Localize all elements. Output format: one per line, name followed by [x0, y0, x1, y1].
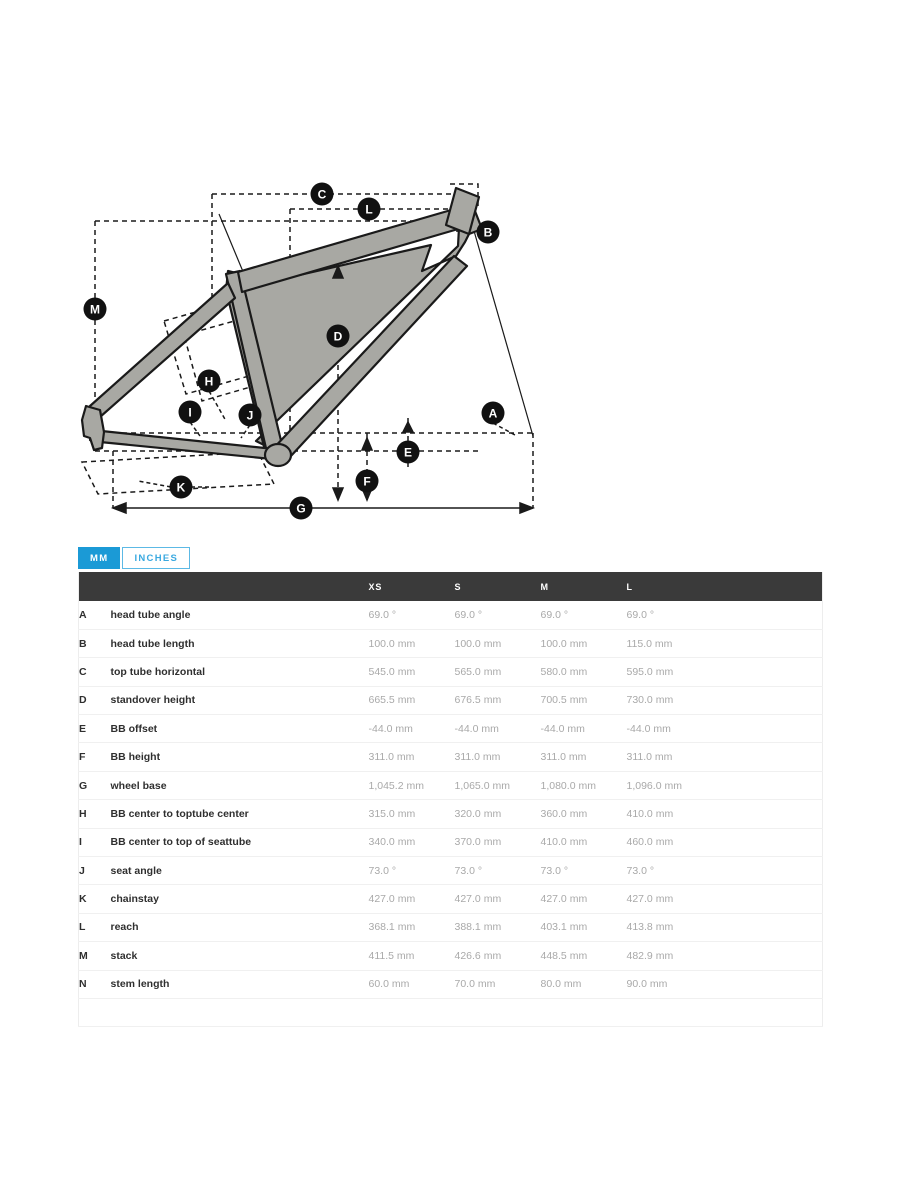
row-value-xs: 315.0 mm [369, 800, 455, 828]
row-value-xs: 73.0 ° [369, 857, 455, 885]
row-measurement-name: seat angle [111, 857, 369, 885]
bottom-bracket-shell [265, 444, 291, 466]
table-row [79, 857, 823, 885]
row-value-xs: 427.0 mm [369, 885, 455, 913]
table-row [79, 629, 823, 657]
row-spacer [713, 800, 823, 828]
svg-text:F: F [363, 474, 371, 489]
row-value-s: 565.0 mm [455, 658, 541, 686]
row-value-xs: 311.0 mm [369, 743, 455, 771]
row-measurement-name: top tube horizontal [111, 658, 369, 686]
row-value-s: 427.0 mm [455, 885, 541, 913]
row-value-l: 595.0 mm [627, 658, 713, 686]
row-value-l: 410.0 mm [627, 800, 713, 828]
row-value-m: 73.0 ° [541, 857, 627, 885]
row-letter: H [79, 800, 111, 828]
frame-geometry-diagram [78, 170, 558, 540]
row-letter: M [79, 942, 111, 970]
svg-text:K: K [176, 480, 186, 495]
spacer-cell [627, 998, 713, 1026]
arrow-e-down-head [403, 422, 413, 432]
row-measurement-name: head tube angle [111, 601, 369, 629]
row-value-m: 311.0 mm [541, 743, 627, 771]
svg-text:E: E [403, 445, 413, 460]
svg-text:H: H [204, 374, 214, 389]
row-measurement-name: wheel base [111, 771, 369, 799]
row-letter: N [79, 970, 111, 998]
row-spacer [713, 715, 823, 743]
arrow-g-right-head [520, 503, 533, 513]
row-spacer [713, 913, 823, 941]
unit-toggle-mm[interactable]: MM [78, 547, 120, 569]
row-spacer [713, 885, 823, 913]
spacer-cell [713, 998, 823, 1026]
header-size-s: S [455, 572, 541, 601]
row-value-xs: 100.0 mm [369, 629, 455, 657]
row-value-m: 403.1 mm [541, 913, 627, 941]
spacer-cell [111, 998, 369, 1026]
row-spacer [713, 828, 823, 856]
spacer-cell [455, 998, 541, 1026]
callout-m [84, 298, 107, 321]
table-row [79, 743, 823, 771]
row-measurement-name: BB center to toptube center [111, 800, 369, 828]
row-spacer [713, 970, 823, 998]
row-value-l: 69.0 ° [627, 601, 713, 629]
row-value-s: 73.0 ° [455, 857, 541, 885]
row-value-s: 311.0 mm [455, 743, 541, 771]
row-value-xs: 545.0 mm [369, 658, 455, 686]
header-letter [79, 572, 111, 601]
row-measurement-name: reach [111, 913, 369, 941]
row-spacer [713, 601, 823, 629]
table-row [79, 771, 823, 799]
svg-text:J: J [246, 408, 254, 423]
svg-text:I: I [188, 405, 192, 420]
svg-text:B: B [483, 225, 493, 240]
row-value-s: 370.0 mm [455, 828, 541, 856]
row-value-l: 427.0 mm [627, 885, 713, 913]
table-row [79, 601, 823, 629]
row-letter: F [79, 743, 111, 771]
row-value-s: 69.0 ° [455, 601, 541, 629]
unit-toggle-inches[interactable]: INCHES [122, 547, 190, 569]
row-value-l: 413.8 mm [627, 913, 713, 941]
row-value-m: 427.0 mm [541, 885, 627, 913]
table-row [79, 800, 823, 828]
table-row [79, 828, 823, 856]
row-letter: D [79, 686, 111, 714]
arrow-g-left-head [113, 503, 126, 513]
callout-c [311, 183, 334, 206]
svg-text:A: A [488, 406, 498, 421]
row-value-xs: -44.0 mm [369, 715, 455, 743]
row-value-m: 700.5 mm [541, 686, 627, 714]
leader-h [209, 391, 226, 421]
leader-i [190, 422, 200, 436]
row-value-s: 1,065.0 mm [455, 771, 541, 799]
row-value-s: 676.5 mm [455, 686, 541, 714]
leader-k-left [138, 481, 171, 487]
callout-h [198, 370, 221, 393]
callout-f [356, 470, 379, 493]
row-letter: K [79, 885, 111, 913]
callout-j [239, 404, 262, 427]
row-value-s: 70.0 mm [455, 970, 541, 998]
row-measurement-name: standover height [111, 686, 369, 714]
arrow-f-up-head [362, 438, 372, 450]
row-measurement-name: stack [111, 942, 369, 970]
svg-text:G: G [296, 501, 306, 516]
row-letter: J [79, 857, 111, 885]
row-value-l: 482.9 mm [627, 942, 713, 970]
row-value-m: 80.0 mm [541, 970, 627, 998]
row-measurement-name: chainstay [111, 885, 369, 913]
frame-rear-dropout [82, 406, 104, 450]
row-letter: E [79, 715, 111, 743]
row-letter: B [79, 629, 111, 657]
row-spacer [713, 857, 823, 885]
table-row [79, 885, 823, 913]
row-measurement-name: BB height [111, 743, 369, 771]
header-size-l: L [627, 572, 713, 601]
bike-frame [82, 188, 482, 466]
header-measurement [111, 572, 369, 601]
row-letter: A [79, 601, 111, 629]
row-value-xs: 69.0 ° [369, 601, 455, 629]
row-value-l: 90.0 mm [627, 970, 713, 998]
row-spacer [713, 658, 823, 686]
row-letter: I [79, 828, 111, 856]
table-row [79, 715, 823, 743]
row-letter: G [79, 771, 111, 799]
row-value-l: 73.0 ° [627, 857, 713, 885]
arrow-d-down-head [333, 488, 343, 500]
callout-d [327, 325, 350, 348]
row-value-s: 320.0 mm [455, 800, 541, 828]
row-value-l: 460.0 mm [627, 828, 713, 856]
svg-text:D: D [333, 329, 343, 344]
row-value-m: 448.5 mm [541, 942, 627, 970]
table-row [79, 658, 823, 686]
row-letter: C [79, 658, 111, 686]
row-value-m: 360.0 mm [541, 800, 627, 828]
row-value-s: -44.0 mm [455, 715, 541, 743]
row-measurement-name: BB center to top of seattube [111, 828, 369, 856]
row-value-s: 426.6 mm [455, 942, 541, 970]
row-value-l: 730.0 mm [627, 686, 713, 714]
row-value-m: 580.0 mm [541, 658, 627, 686]
row-value-l: 1,096.0 mm [627, 771, 713, 799]
header-size-xs: XS [369, 572, 455, 601]
row-value-xs: 665.5 mm [369, 686, 455, 714]
frame-chain-stay [90, 430, 282, 460]
callout-i [179, 401, 202, 424]
header-spacer [713, 572, 823, 601]
table-footer-spacer [79, 998, 823, 1026]
row-value-xs: 60.0 mm [369, 970, 455, 998]
row-letter: L [79, 913, 111, 941]
table-row [79, 913, 823, 941]
callout-l [358, 198, 381, 221]
callout-a [482, 402, 505, 425]
row-value-xs: 411.5 mm [369, 942, 455, 970]
row-spacer [713, 942, 823, 970]
svg-text:L: L [365, 202, 373, 217]
row-value-m: 410.0 mm [541, 828, 627, 856]
table-row [79, 686, 823, 714]
row-value-m: 100.0 mm [541, 629, 627, 657]
headtube-angle-line [468, 210, 533, 436]
leader-j [241, 425, 250, 438]
spacer-cell [369, 998, 455, 1026]
callout-k [170, 476, 193, 499]
row-value-s: 100.0 mm [455, 629, 541, 657]
row-value-l: 115.0 mm [627, 629, 713, 657]
callout-e [397, 441, 420, 464]
row-spacer [713, 771, 823, 799]
row-spacer [713, 629, 823, 657]
geometry-table-body [79, 601, 823, 1027]
row-value-l: 311.0 mm [627, 743, 713, 771]
row-value-xs: 1,045.2 mm [369, 771, 455, 799]
header-size-m: M [541, 572, 627, 601]
callout-g [290, 497, 313, 520]
table-row [79, 942, 823, 970]
row-value-m: 1,080.0 mm [541, 771, 627, 799]
row-value-xs: 340.0 mm [369, 828, 455, 856]
row-value-l: -44.0 mm [627, 715, 713, 743]
callout-b [477, 221, 500, 244]
spacer-cell [79, 998, 111, 1026]
spacer-cell [541, 998, 627, 1026]
row-spacer [713, 743, 823, 771]
row-value-m: 69.0 ° [541, 601, 627, 629]
svg-text:M: M [90, 302, 100, 317]
table-header-row [79, 572, 823, 601]
unit-toggle[interactable] [78, 547, 190, 569]
row-measurement-name: head tube length [111, 629, 369, 657]
row-measurement-name: BB offset [111, 715, 369, 743]
row-value-m: -44.0 mm [541, 715, 627, 743]
row-value-xs: 368.1 mm [369, 913, 455, 941]
row-measurement-name: stem length [111, 970, 369, 998]
row-value-s: 388.1 mm [455, 913, 541, 941]
svg-text:C: C [317, 187, 327, 202]
table-row [79, 970, 823, 998]
geometry-table [78, 572, 823, 1027]
row-spacer [713, 686, 823, 714]
geometry-table-head [79, 572, 823, 601]
